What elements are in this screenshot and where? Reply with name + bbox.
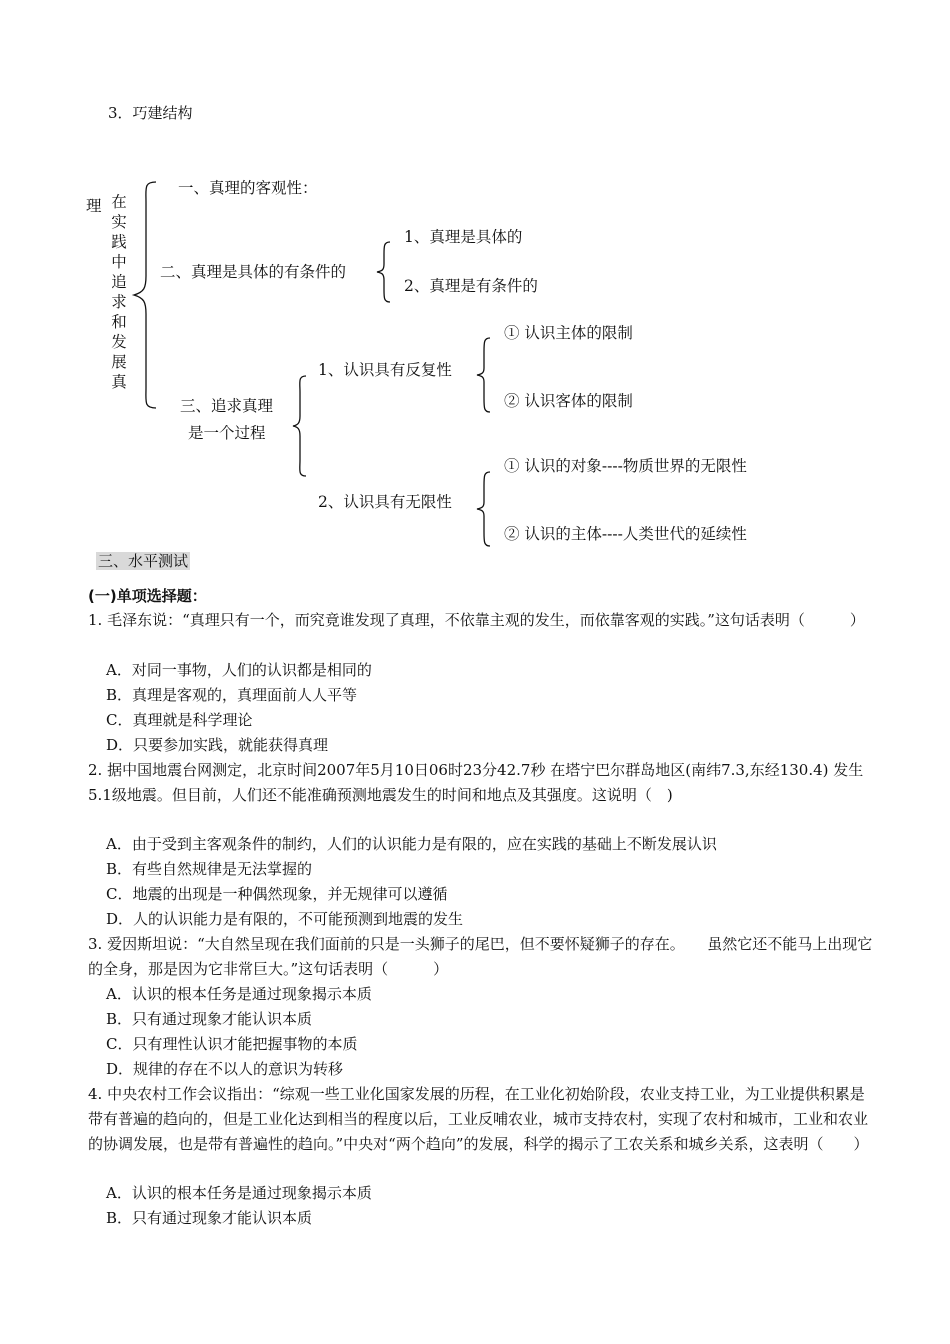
question-3-option-c: C．只有理性认识才能把握事物的本质 [106, 1035, 358, 1053]
branch-2-sub-2: 2、真理是有条件的 [404, 277, 538, 295]
b3-sub-2: 2、认识具有无限性 [318, 493, 452, 511]
question-1-option-d: D．只要参加实践，就能获得真理 [106, 736, 329, 754]
question-1-stem: 1. 毛泽东说：“真理只有一个，而究竟谁发现了真理，不依靠主观的发生，而依靠客观的实践。”这句话表明（ ） [88, 611, 865, 629]
question-1-option-a: A．对同一事物，人们的认识都是相同的 [106, 661, 372, 679]
main-brace [130, 180, 160, 410]
question-3-option-b: B．只有通过现象才能认识本质 [106, 1010, 313, 1028]
branch-2-label: 二、真理是具体的有条件的 [160, 263, 347, 281]
root-vertical-text: 在实践中追求和发展真 [111, 193, 127, 391]
question-4-option-b: B．只有通过现象才能认识本质 [106, 1209, 313, 1227]
b3-sub-2-a: ① 认识的对象----物质世界的无限性 [504, 457, 747, 475]
question-1-option-b: B．真理是客观的，真理面前人人平等 [106, 686, 358, 704]
question-3-option-d: D．规律的存在不以人的意识为转移 [106, 1060, 344, 1078]
question-4-option-a: A．认识的根本任务是通过现象揭示本质 [106, 1184, 372, 1202]
branch-1-label: 一、真理的客观性： [178, 179, 318, 197]
question-4-stem: 4. 中央农村工作会议指出：“综观一些工业化国家发展的历程，在工业化初始阶段，农业支持工业，为工业提供积累是带有普遍的趋向的，但是工业化达到相当的程度以后，工业反哺农业，城市支持农村，实现了农村和城市，工业和农业的协调发展，也是带有普遍性的趋向。”中央对“两个趋向”的发展，科学的揭示了工农关系和城乡关系，这表明（ ） [88, 1085, 869, 1153]
branch-2-sub-1: 1、真理是具体的 [404, 228, 523, 246]
b3-sub-2-b: ② 认识的主体----人类世代的延续性 [504, 525, 747, 543]
question-2-option-b: B．有些自然规律是无法掌握的 [106, 860, 313, 878]
section-title-text: 三、水平测试 [98, 552, 189, 570]
branch-3-brace [290, 374, 310, 478]
b3-sub-1-b: ② 认识客体的限制 [504, 392, 633, 410]
b3-sub-1-a: ① 认识主体的限制 [504, 324, 633, 342]
question-2-option-c: C．地震的出现是一种偶然现象，并无规律可以遵循 [106, 885, 448, 903]
b3-sub-1-brace [474, 336, 494, 414]
structure-heading: 3．巧建结构 [108, 104, 193, 122]
branch-2-brace [374, 240, 394, 304]
b3-sub-2-brace [474, 470, 494, 548]
b3-sub-1: 1、认识具有反复性 [318, 361, 452, 379]
question-3-option-a: A．认识的根本任务是通过现象揭示本质 [106, 985, 372, 1003]
section-title [96, 550, 190, 571]
branch-3-line-2: 是一个过程 [188, 424, 266, 442]
question-2-option-a: A．由于受到主客观条件的制约，人们的认识能力是有限的，应在实践的基础上不断发展认识 [106, 835, 717, 853]
question-3-stem: 3. 爱因斯坦说：“大自然呈现在我们面前的只是一头狮子的尾巴，但不要怀疑狮子的存在。 虽然它还不能马上出现它的全身，那是因为它非常巨大。”这句话表明（ ） [88, 935, 873, 978]
subsection-title: (一)单项选择题： [88, 587, 207, 605]
branch-3-line-1: 三、追求真理 [180, 397, 274, 415]
question-2-stem: 2. 据中国地震台网测定，北京时间2007年5月10日06时23分42.7秒 在塔宁巴尔群岛地区(南纬7.3,东经130.4) 发生5.1级地震。但目前，人们还不能准确预测地震发生的时间和地点及其强度。这说明（ ) [88, 761, 864, 804]
question-2-option-d: D．人的认识能力是有限的，不可能预测到地震的发生 [106, 910, 464, 928]
root-char: 理 [86, 197, 102, 215]
question-1-option-c: C．真理就是科学理论 [106, 711, 253, 729]
